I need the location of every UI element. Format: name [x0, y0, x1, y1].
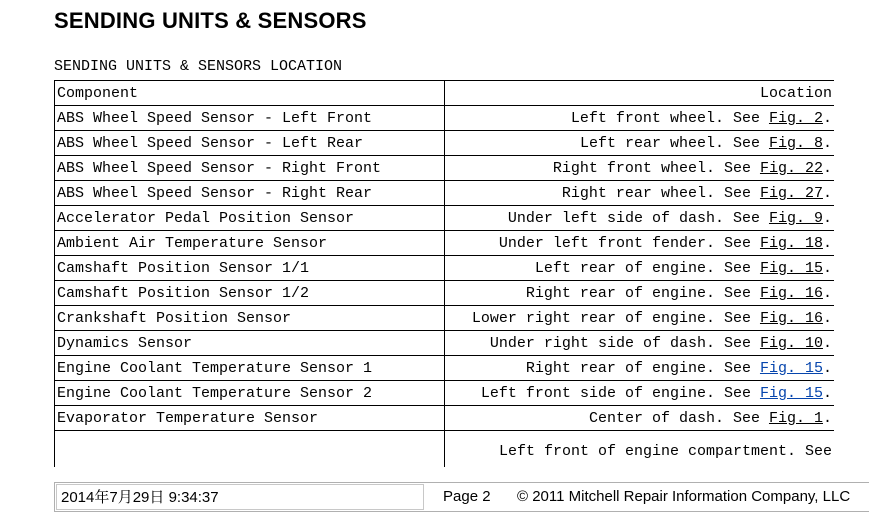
page-footer: [54, 482, 869, 512]
location-cell: [445, 256, 835, 281]
figure-link[interactable]: Fig. 18: [759, 234, 823, 252]
table-row: [55, 381, 835, 406]
component-cell: Camshaft Position Sensor 1/2: [55, 281, 445, 306]
table-row: [55, 306, 835, 331]
component-cell: Ambient Air Temperature Sensor: [55, 231, 445, 256]
component-cell: Engine Coolant Temperature Sensor 2: [55, 381, 445, 406]
location-cell: [445, 306, 835, 331]
location-cell: [445, 206, 835, 231]
table-row-partial: [55, 431, 835, 468]
location-text: Left front side of engine. See: [480, 384, 760, 402]
period: .: [822, 184, 832, 202]
location-text: Under left side of dash. See: [507, 209, 769, 227]
period: .: [822, 209, 832, 227]
component-cell: Accelerator Pedal Position Sensor: [55, 206, 445, 231]
period: .: [822, 359, 832, 377]
table-row: [55, 406, 835, 431]
footer-date: 2014年7月29日 9:34:37: [56, 484, 424, 510]
table-row: [55, 131, 835, 156]
location-cell: [445, 106, 835, 131]
table-row: [55, 106, 835, 131]
period: .: [822, 134, 832, 152]
table-row: [55, 231, 835, 256]
table-header-row: [55, 81, 835, 106]
component-cell: ABS Wheel Speed Sensor - Left Rear: [55, 131, 445, 156]
table-row: [55, 181, 835, 206]
component-cell: ABS Wheel Speed Sensor - Left Front: [55, 106, 445, 131]
figure-link[interactable]: Fig. 1: [768, 409, 823, 427]
figure-link[interactable]: Fig. 15: [759, 384, 823, 402]
period: .: [822, 309, 832, 327]
table-body: [55, 106, 835, 468]
table-row: [55, 206, 835, 231]
location-cell: [445, 406, 835, 431]
sensor-location-table-container: [54, 80, 834, 467]
location-cell: [445, 131, 835, 156]
location-text: Right front wheel. See: [552, 159, 760, 177]
table-row: [55, 281, 835, 306]
figure-link[interactable]: Fig. 9: [768, 209, 823, 227]
table-row: [55, 156, 835, 181]
component-cell: [55, 431, 445, 468]
column-header-location: Location: [445, 81, 835, 106]
location-text: Left front wheel. See: [570, 109, 769, 127]
table-row: [55, 256, 835, 281]
location-text: Right rear of engine. See: [525, 359, 760, 377]
component-cell: ABS Wheel Speed Sensor - Right Front: [55, 156, 445, 181]
table-caption: SENDING UNITS & SENSORS LOCATION: [54, 58, 343, 75]
component-cell: Evaporator Temperature Sensor: [55, 406, 445, 431]
period: .: [822, 234, 832, 252]
location-text: Left rear wheel. See: [579, 134, 769, 152]
location-cell: [445, 281, 835, 306]
location-text: Under right side of dash. See: [489, 334, 760, 352]
location-text: Left rear of engine. See: [534, 259, 760, 277]
location-text: Center of dash. See: [588, 409, 769, 427]
location-text: Right rear of engine. See: [525, 284, 760, 302]
page-title: SENDING UNITS & SENSORS: [54, 8, 367, 33]
footer-copyright: © 2011 Mitchell Repair Information Company, LLC: [517, 488, 851, 505]
component-cell: ABS Wheel Speed Sensor - Right Rear: [55, 181, 445, 206]
location-text: Lower right rear of engine. See: [471, 309, 760, 327]
component-cell: Camshaft Position Sensor 1/1: [55, 256, 445, 281]
location-text: Right rear wheel. See: [561, 184, 760, 202]
component-cell: Crankshaft Position Sensor: [55, 306, 445, 331]
period: .: [822, 334, 832, 352]
figure-link[interactable]: Fig. 16: [759, 284, 823, 302]
figure-link[interactable]: Fig. 10: [759, 334, 823, 352]
figure-link[interactable]: Fig. 22: [759, 159, 823, 177]
figure-link[interactable]: Fig. 15: [759, 259, 823, 277]
column-header-component: Component: [55, 81, 445, 106]
location-cell: [445, 381, 835, 406]
location-cell: [445, 156, 835, 181]
component-cell: Dynamics Sensor: [55, 331, 445, 356]
footer-page-number: Page 2: [443, 488, 491, 505]
sensor-location-table: [54, 80, 834, 467]
location-cell: [445, 181, 835, 206]
period: .: [822, 384, 832, 402]
figure-link[interactable]: Fig. 8: [768, 134, 823, 152]
location-cell: [445, 231, 835, 256]
period: .: [822, 284, 832, 302]
period: .: [822, 259, 832, 277]
figure-link[interactable]: Fig. 16: [759, 309, 823, 327]
table-row: [55, 331, 835, 356]
location-cell: [445, 356, 835, 381]
component-cell: Engine Coolant Temperature Sensor 1: [55, 356, 445, 381]
figure-link[interactable]: Fig. 27: [759, 184, 823, 202]
period: .: [822, 159, 832, 177]
location-text: Under left front fender. See: [498, 234, 760, 252]
figure-link[interactable]: Fig. 2: [768, 109, 823, 127]
period: .: [822, 409, 832, 427]
location-cell: Left front of engine compartment. See: [445, 431, 835, 468]
period: .: [822, 109, 832, 127]
figure-link[interactable]: Fig. 15: [759, 359, 823, 377]
location-cell: [445, 331, 835, 356]
table-row: [55, 356, 835, 381]
